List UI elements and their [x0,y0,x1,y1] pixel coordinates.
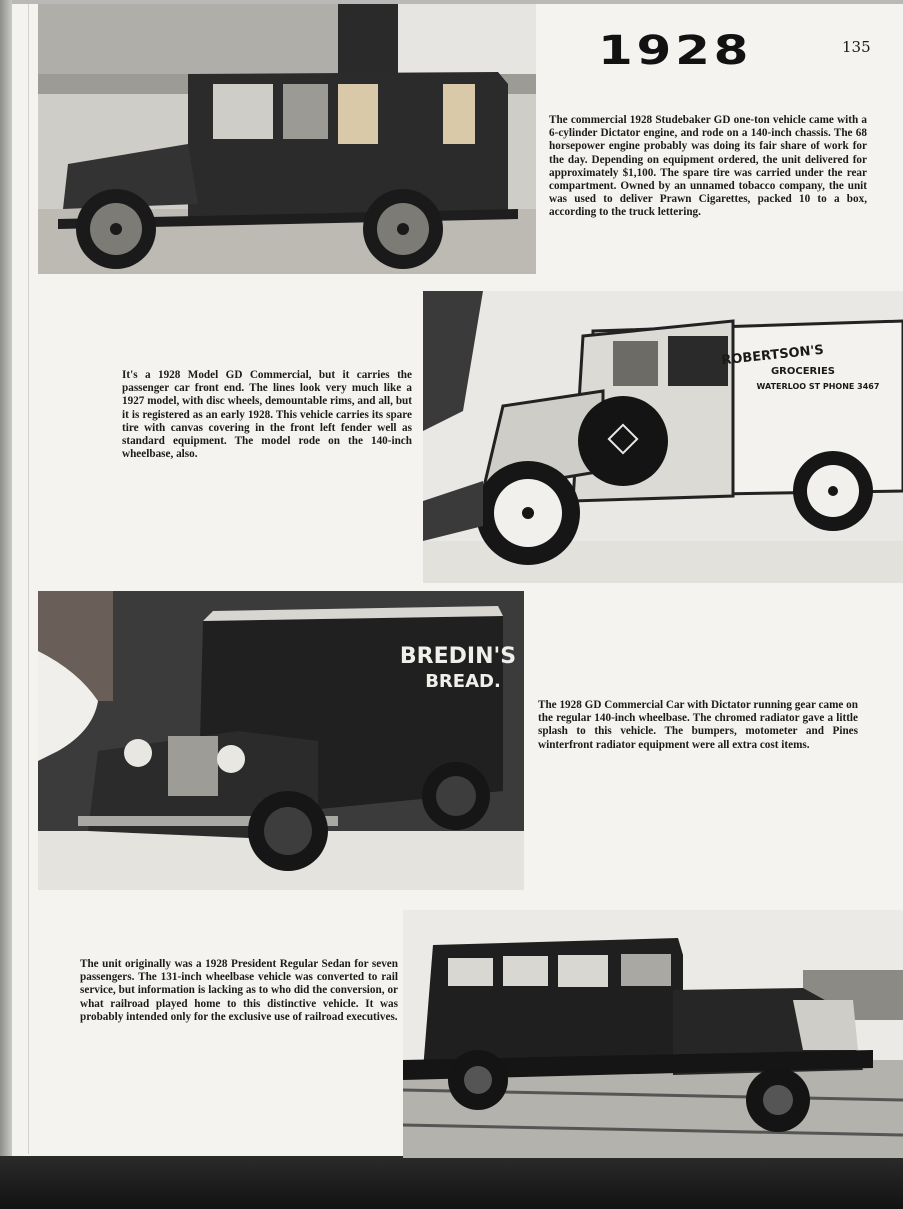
book-binding-shadow [0,0,12,1209]
caption-tobacco-truck: The commercial 1928 Studebaker GD one-ton vehicle came with a 6-cylinder Dictator engine, and rode on a 140-inch chassis. The 68 horsepower engine probably was doing its fair share of work for the day. Depending on equipment ordered, the unit delivered for approximately $1,100. The spare tire was carried under the rear compartment. Owned by an unnamed tobacco company, the unit was used to deliver Prawn Cigarettes, packed 10 to a box, according to the truck lettering. [549,114,867,219]
page-year-heading: 1928 [598,28,753,74]
page-number: 135 [842,38,871,56]
truck-lettering-robertsons: ROBERTSON'S [720,342,825,369]
photo-studebaker-gd-tobacco-truck [38,4,536,274]
scan-bottom-edge [0,1156,903,1209]
caption-gd-commercial-dictator: The 1928 GD Commercial Car with Dictator running gear came on the regular 140-inch wheelbase. The chromed radiator gave a little splash to this vehicle. The bumpers, motometer and Pines winterfront radiator equipment were all extra cost items. [538,699,858,751]
truck-lettering-bread: BREAD. [425,671,501,692]
photo-president-sedan-rail-car [403,910,903,1158]
page-margin-line [28,4,29,1154]
caption-president-sedan-rail: The unit originally was a 1928 President Regular Sedan for seven passengers. The 131-inch wheelbase vehicle was converted to rail service, but information is lacking as to who did the conversion, or what railroad played home to this distinctive vehicle. It was probably intended only for the exclusive use of railroad executives. [80,958,398,1023]
truck-lettering-bredins: BREDIN'S [399,644,517,669]
photo-robertsons-groceries-truck [423,291,903,583]
caption-gd-commercial-passenger-front: It's a 1928 Model GD Commercial, but it carries the passenger car front end. The lines look very much like a 1927 model, with disc wheels, demountable rims, and all, but it is registered as an early 1928. This vehicle carries its spare tire with canvas covering in the front left fender well as standard equipment. The model rode on the 140-inch wheelbase, also. [122,369,412,461]
truck-lettering-address: WATERLOO ST PHONE 3467 [756,382,880,391]
truck-lettering-groceries: GROCERIES [770,366,836,377]
photo-bredins-bread-truck [38,591,524,890]
